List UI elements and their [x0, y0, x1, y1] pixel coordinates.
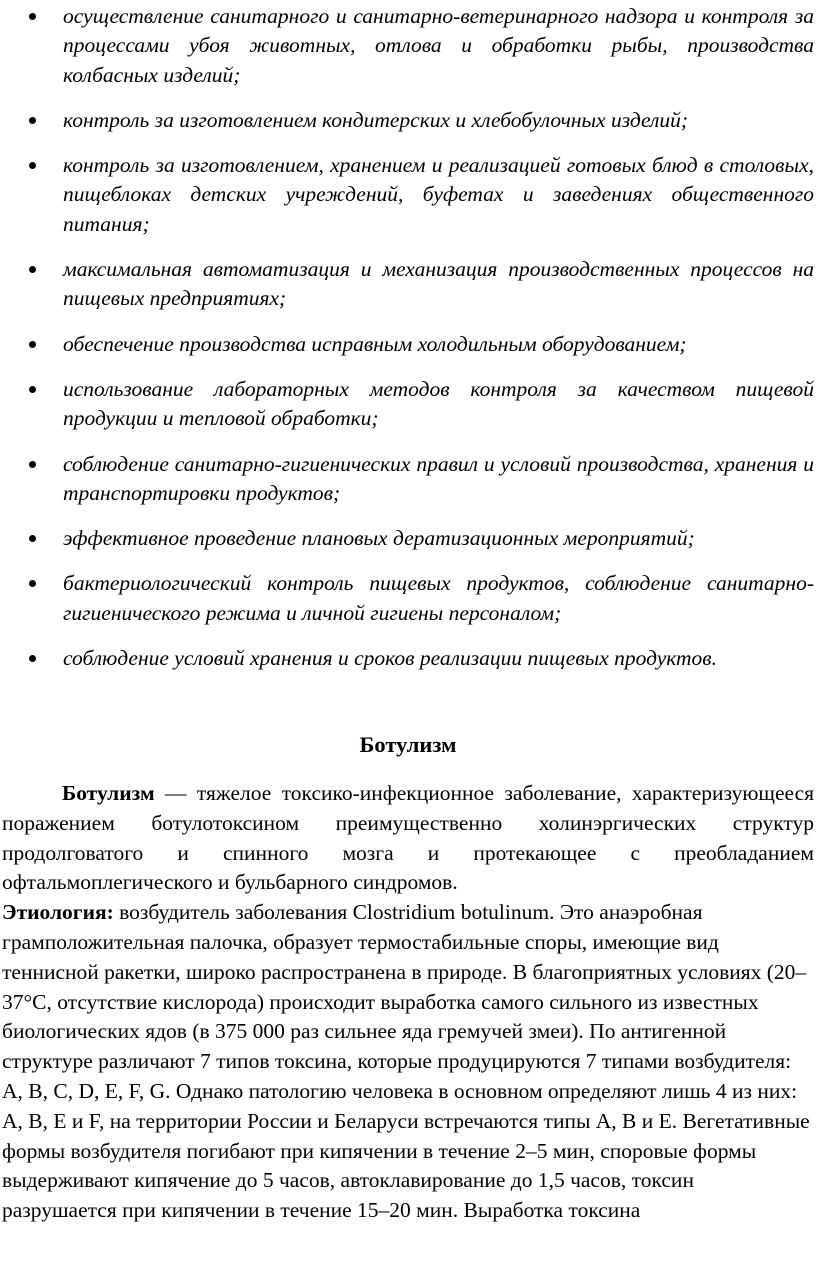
- bullet-icon: [29, 13, 36, 20]
- list-item: [0, 2, 816, 90]
- list-item-text: использование лабораторных методов контроля за качеством пищевой продукции и тепловой обработки;: [63, 376, 814, 431]
- bullet-icon: [29, 655, 36, 662]
- term-label: Ботулизм: [62, 781, 155, 805]
- definition-text: — тяжелое токсико-инфекционное заболевание, характеризующееся поражением ботулотоксином преимущественно холинэргических структур продолговатого и спинного мозга и протекающее с преобладанием офтальмоплегического и бульбарного синдромов.: [2, 781, 814, 895]
- list-item-text: эффективное проведение плановых дератизационных мероприятий;: [63, 526, 695, 551]
- bullet-icon: [29, 266, 36, 273]
- list-item-text: обеспечение производства исправным холодильным оборудованием;: [63, 331, 687, 356]
- definition-paragraph: [0, 779, 816, 898]
- bullet-icon: [29, 461, 36, 468]
- list-item-text: контроль за изготовлением кондитерских и хлебобулочных изделий;: [63, 107, 689, 132]
- list-item: [0, 106, 816, 135]
- etiology-text: возбудитель заболевания Clostridium botulinum. Это анаэробная грамположительная палочка, образует термостабильные споры, имеющие вид теннисной ракетки, широко распространена в природе. В благоприятных условиях (20–37°С, отсутствие кислорода) происходит выработка самого сильного из известных биологических ядов (в 375 000 раз сильнее яда гремучей змеи). По антигенной структуре различают 7 типов токсина, которые продуцируются 7 типами возбудителя: А, В, С, D, Е, F, G. Однако патологию человека в основном определяют лишь 4 из них: А, В, Е и F, на территории России и Беларуси встречаются типы А, В и Е. Вегетативные формы возбудителя погибают при кипячении в течение 2–5 мин, споровые формы выдерживают кипячение до 5 часов, автоклавирование до 1,5 часов, токсин разрушается при кипячении в течение 15–20 мин. Выработка токсина: [2, 900, 810, 1223]
- list-item-text: соблюдение условий хранения и сроков реализации пищевых продуктов.: [63, 646, 718, 671]
- bullet-icon: [29, 117, 36, 124]
- list-item: [0, 644, 816, 673]
- botulism-section: [0, 730, 816, 1226]
- list-item: [0, 524, 816, 553]
- list-item: [0, 255, 816, 314]
- list-item: [0, 330, 816, 359]
- list-item: [0, 375, 816, 434]
- etiology-paragraph: [0, 898, 816, 1226]
- list-item-text: контроль за изготовлением, хранением и реализацией готовых блюд в столовых, пищеблоках детских учреждений, буфетах и заведениях общественного питания;: [63, 153, 814, 236]
- bullet-icon: [29, 341, 36, 348]
- list-item-text: осуществление санитарного и санитарно-ветеринарного надзора и контроля за процессами убоя животных, отлова и обработки рыбы, производства колбасных изделий;: [63, 4, 814, 87]
- list-item-text: максимальная автоматизация и механизация производственных процессов на пищевых предприятиях;: [63, 257, 814, 311]
- list-item: [0, 569, 816, 628]
- list-item-text: соблюдение санитарно-гигиенических правил и условий производства, хранения и транспортировки продуктов;: [63, 451, 814, 505]
- bullet-icon: [29, 580, 36, 587]
- section-title: Ботулизм: [359, 732, 457, 757]
- bullet-icon: [29, 162, 36, 169]
- list-item: [0, 151, 816, 239]
- list-item-text: бактериологический контроль пищевых продуктов, соблюдение санитарно-гигиенического режима и личной гигиены персоналом;: [63, 571, 814, 625]
- etiology-label: Этиология:: [2, 900, 114, 925]
- list-item: [0, 450, 816, 509]
- bullet-icon: [29, 535, 36, 542]
- bullet-icon: [29, 386, 36, 393]
